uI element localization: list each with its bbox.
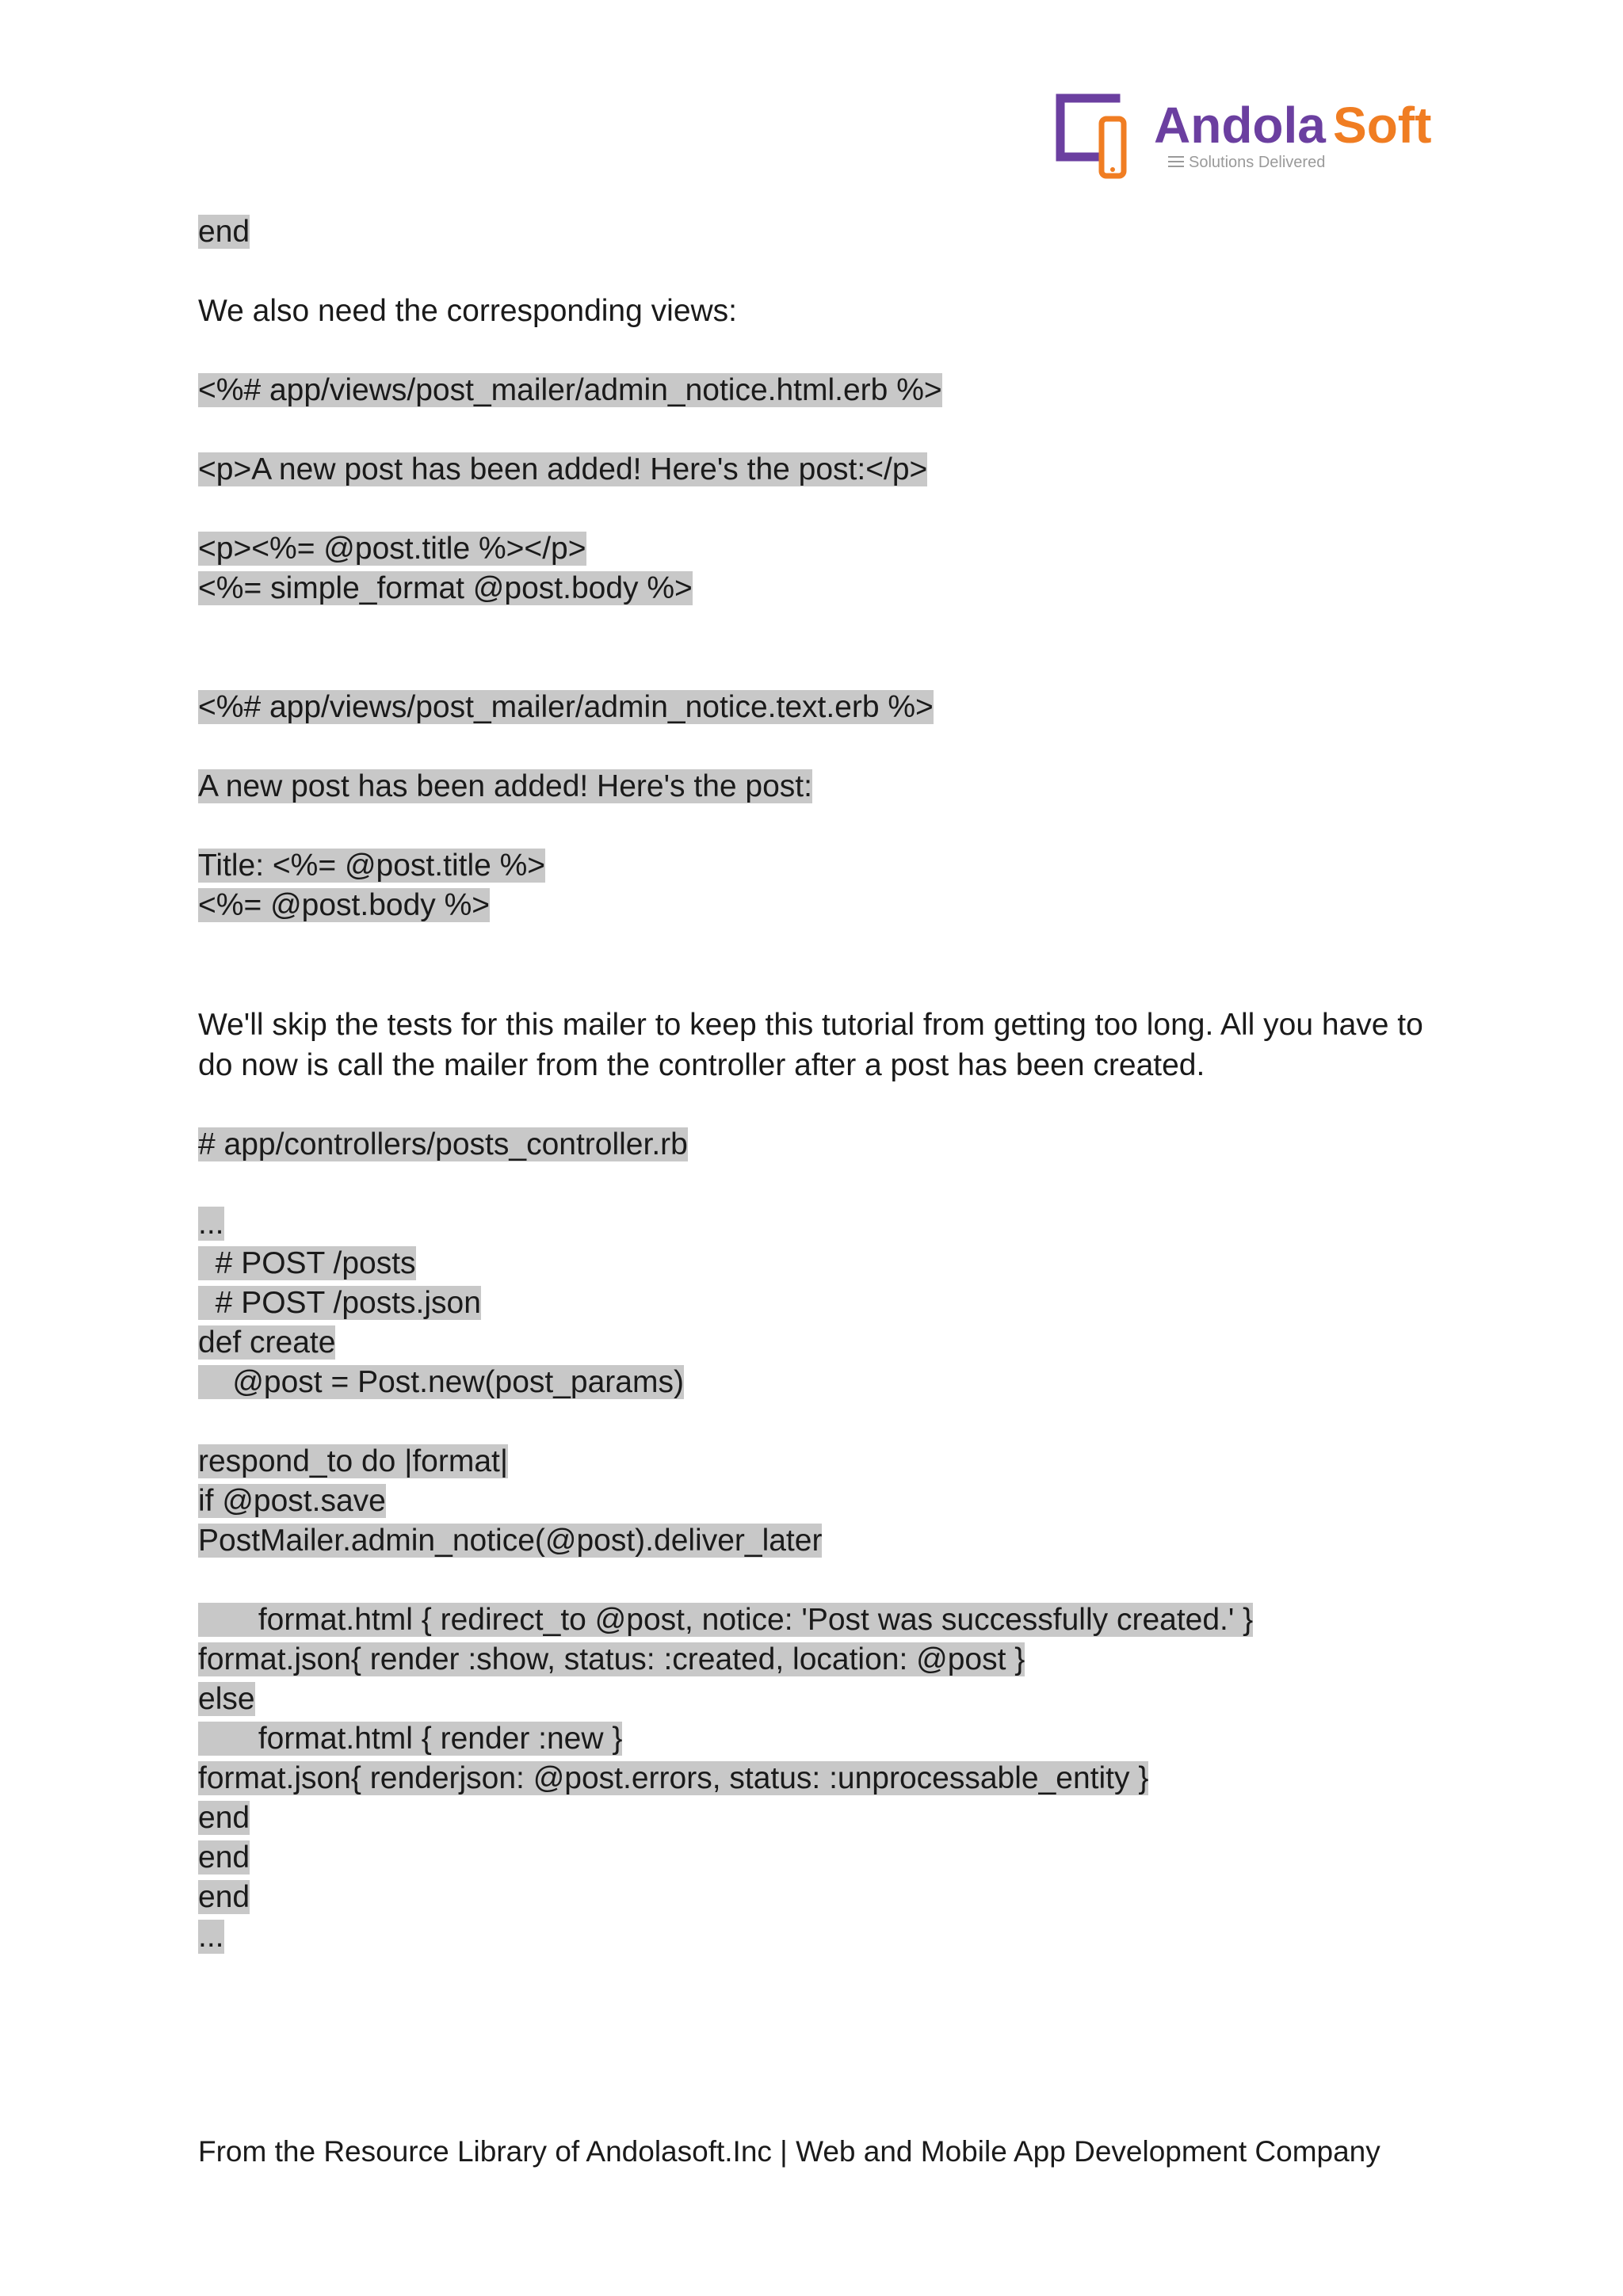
code-line: end: [198, 1880, 250, 1914]
code-line: end: [198, 1801, 250, 1835]
code-line: end: [198, 215, 250, 249]
code-line: def create: [198, 1325, 336, 1360]
andolasoft-logo: [1052, 89, 1449, 184]
paragraph-text: We'll skip the tests for this mailer to keep this tutorial from getting too long. All you have to do now is call the mailer from the controller after a post has been created.: [198, 1008, 1423, 1082]
document-body: [198, 212, 1434, 1957]
code-line: format.json{ renderjson: @post.errors, status: :unprocessable_entity }: [198, 1761, 1149, 1795]
code-line: <%# app/views/post_mailer/admin_notice.text.erb %>: [198, 690, 934, 724]
code-line: @post = Post.new(post_params): [198, 1365, 684, 1399]
code-line: respond_to do |format|: [198, 1444, 508, 1478]
logo-brand-part1: Andola: [1154, 97, 1326, 154]
code-line: end: [198, 1840, 250, 1875]
logo-brand-part2: Soft: [1333, 97, 1432, 154]
code-line: PostMailer.admin_notice(@post).deliver_later: [198, 1524, 823, 1558]
paragraph-text: We also need the corresponding views:: [198, 294, 738, 328]
code-line: else: [198, 1682, 255, 1716]
code-line: <%= @post.body %>: [198, 888, 491, 922]
code-line: A new post has been added! Here's the post:: [198, 769, 812, 803]
code-line: if @post.save: [198, 1484, 386, 1518]
code-line: <p>A new post has been added! Here's the post:</p>: [198, 452, 928, 486]
code-line: ...: [198, 1207, 224, 1241]
code-line: <%# app/views/post_mailer/admin_notice.html.erb %>: [198, 373, 942, 407]
code-line: format.html { redirect_to @post, notice: 'Post was successfully created.' }: [198, 1603, 1254, 1637]
code-line: <p><%= @post.title %></p>: [198, 532, 586, 566]
code-line: <%= simple_format @post.body %>: [198, 571, 693, 605]
page-footer: From the Resource Library of Andolasoft.Inc | Web and Mobile App Development Company: [198, 2135, 1381, 2168]
code-line: ...: [198, 1920, 224, 1954]
code-line: format.json{ render :show, status: :created, location: @post }: [198, 1642, 1025, 1676]
code-line: # app/controllers/posts_controller.rb: [198, 1127, 688, 1161]
code-line: Title: <%= @post.title %>: [198, 849, 546, 883]
code-line: # POST /posts: [198, 1246, 416, 1280]
logo-tagline: Solutions Delivered: [1189, 154, 1326, 171]
code-line: # POST /posts.json: [198, 1286, 481, 1320]
logo-graphic: [1052, 89, 1449, 184]
code-line: format.html { render :new }: [198, 1722, 623, 1756]
